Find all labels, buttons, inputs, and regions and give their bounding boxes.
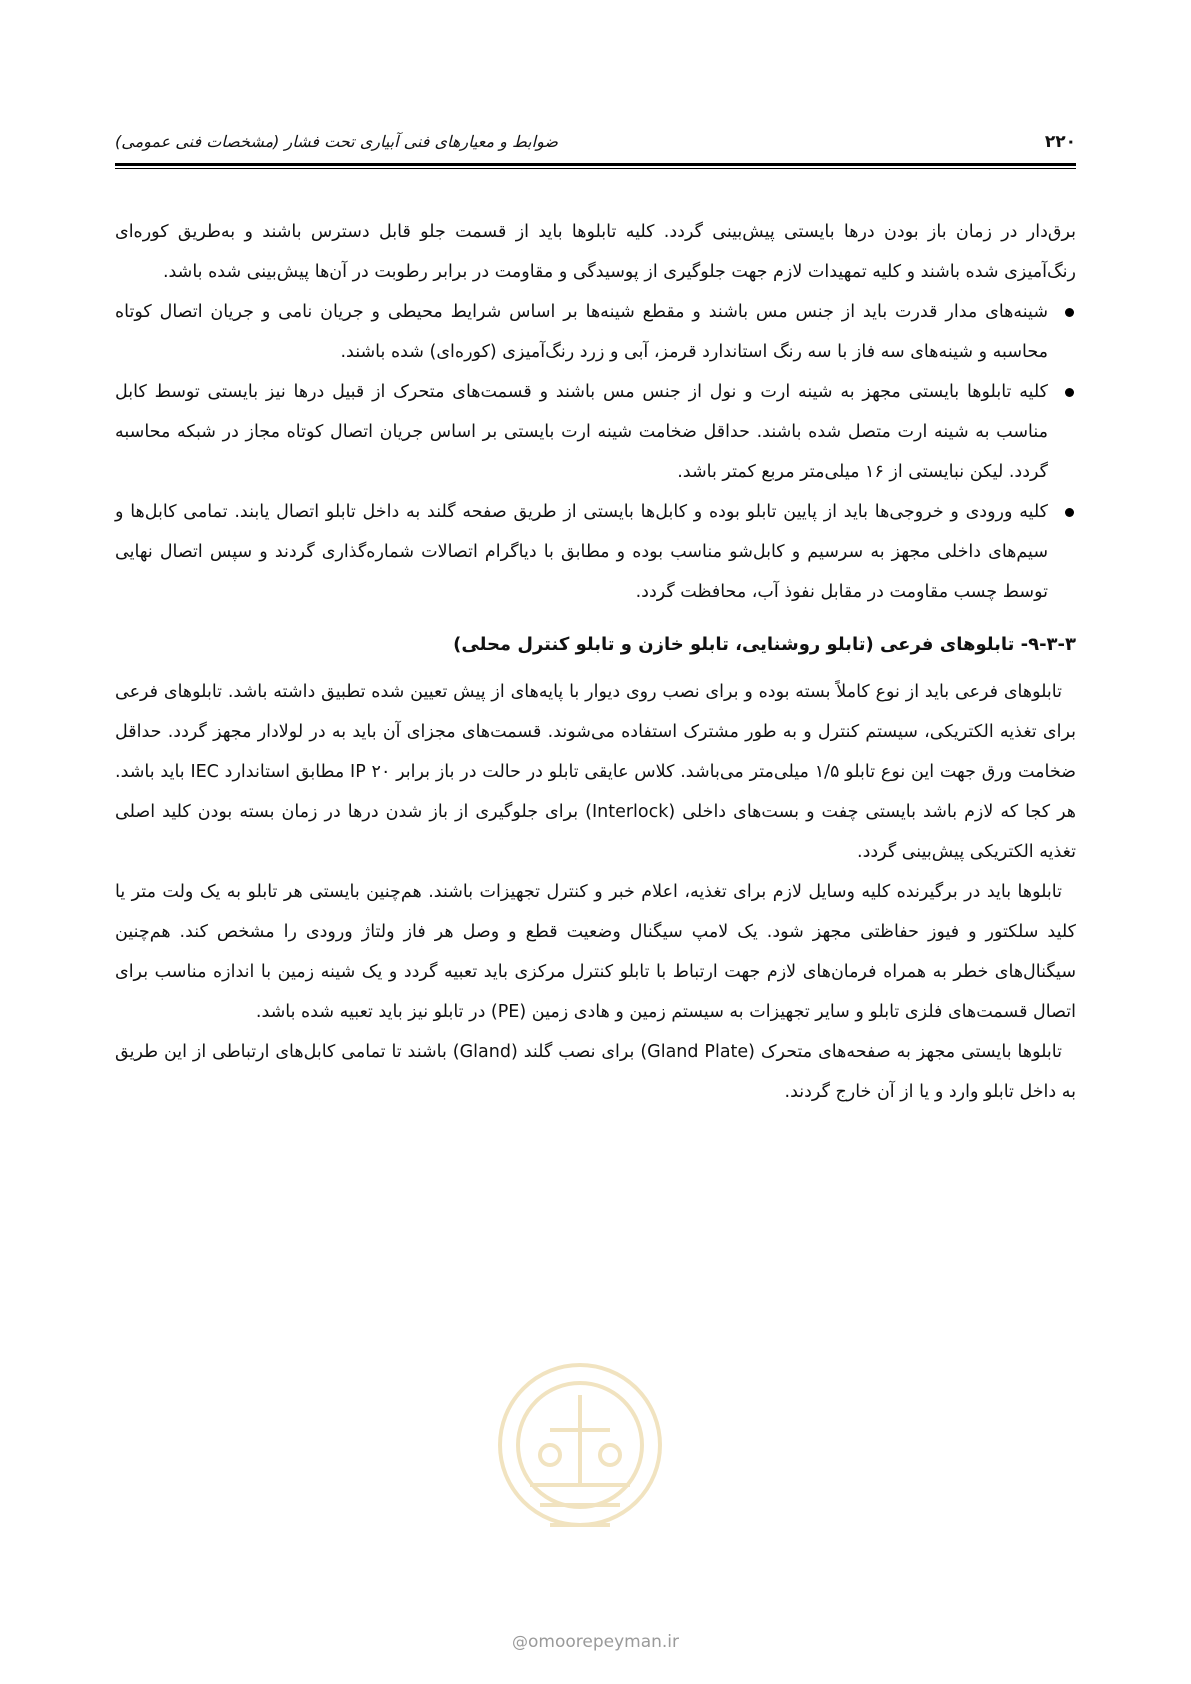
- list-item-text: شینه‌های مدار قدرت باید از جنس مس باشند و مقطع شینه‌ها بر اساس شرایط محیطی و جریان نامی و جریان اتصال کوتاه محاسبه و شینه‌های سه فاز با سه رنگ استاندارد قرمز، آبی و زرد رنگ‌آمیزی (کوره‌ای) شده باشند.: [115, 302, 1048, 362]
- bullet-icon: [1065, 308, 1074, 317]
- bullet-list: [115, 292, 1076, 612]
- bullet-icon: [1065, 508, 1074, 517]
- site-url: omoorepeyman.ir: [527, 1632, 680, 1652]
- footer-site: [0, 1632, 1191, 1652]
- list-item-text: کلیه ورودی و خروجی‌ها باید از پایین تابلو بوده و کابل‌ها بایستی از طریق صفحه گلند به داخل تابلو اتصال یابند. تمامی کابل‌ها و سیم‌های داخلی مجهز به سرسیم و کابل‌شو مناسب بوده و مطابق با دیاگرام اتصالات شماره‌گذاری گردند و سپس اتصال نهایی توسط چسب مقاومت در مقابل نفوذ آب، محافظت گردد.: [115, 502, 1048, 602]
- page-number: ۲۲۰: [1044, 132, 1076, 152]
- list-item: [115, 292, 1076, 372]
- intro-paragraph: برق‌دار در زمان باز بودن درها بایستی پیش‌بینی گردد. کلیه تابلوها باید از قسمت جلو قابل دسترس باشند و به‌طریق کوره‌ای رنگ‌آمیزی شده باشند و کلیه تمهیدات لازم جهت جلوگیری از پوسیدگی و مقاومت در برابر رطوبت در آن‌ها پیش‌بینی شده باشد.: [115, 222, 1076, 282]
- list-item-text: کلیه تابلوها بایستی مجهز به شینه ارت و نول از جنس مس باشند و قسمت‌های متحرک از قبیل درها نیز بایستی توسط کابل مناسب به شینه ارت متصل شده باشند. حداقل ضخامت شینه ارت بایستی بر اساس جریان اتصال کوتاه مجاز در شبکه محاسبه گردد. لیکن نبایستی از ۱۶ میلی‌متر مربع کمتر باشد.: [115, 382, 1048, 482]
- body-content: [115, 212, 1076, 1112]
- bullet-icon: [1065, 388, 1074, 397]
- header-rule-thin: [115, 168, 1076, 169]
- paragraph: تابلوها باید در برگیرنده کلیه وسایل لازم برای تغذیه، اعلام خبر و کنترل تجهیزات باشند. هم‌چنین بایستی هر تابلو به یک ولت متر یا کلید سلکتور و فیوز حفاظتی مجهز شود. یک لامپ سیگنال وضعیت قطع و وصل هر فاز ولتاژ ورودی را مشخص کند. هم‌چنین سیگنال‌های خطر به همراه فرمان‌های لازم جهت ارتباط با تابلو کنترل مرکزی باید تعبیه گردد و یک شینه زمین با اندازه مناسب برای اتصال قسمت‌های فلزی تابلو و سایر تجهیزات به سیستم زمین و هادی زمین (PE) در تابلو نیز باید تعبیه شده باشد.: [115, 882, 1076, 1022]
- list-item: [115, 492, 1076, 612]
- section-heading: ۹-۳-۳- تابلوهای فرعی (تابلو روشنایی، تابلو خازن و تابلو کنترل محلی): [453, 634, 1076, 655]
- paragraph: تابلوها بایستی مجهز به صفحه‌های متحرک (Gland Plate) برای نصب گلند (Gland) باشند تا تمامی کابل‌های ارتباطی از این طریق به داخل تابلو وارد و یا از آن خارج گردند.: [115, 1042, 1076, 1102]
- header-rule-thick: [115, 163, 1076, 166]
- seal-emblem-icon: [480, 1335, 680, 1575]
- running-title: ضوابط و معیارهای فنی آبیاری تحت فشار (مشخصات فنی عمومی): [115, 132, 558, 151]
- at-icon: @: [511, 1632, 528, 1651]
- page-header: [115, 128, 1076, 158]
- list-item: [115, 372, 1076, 492]
- paragraph: تابلوهای فرعی باید از نوع کاملاً بسته بوده و برای نصب روی دیوار با پایه‌های از پیش تعیین شده تطبیق داشته باشد. تابلوهای فرعی برای تغذیه الکتریکی، سیستم کنترل و به طور مشترک استفاده می‌شوند. قسمت‌های مجزای آن باید به در لولادار مجهز گردد. حداقل ضخامت ورق جهت این نوع تابلو ۱/۵ میلی‌متر می‌باشد. کلاس عایقی تابلو در حالت در باز برابر IP ۲۰ مطابق استاندارد IEC باید باشد. هر کجا که لازم باشد بایستی چفت و بست‌های داخلی (Interlock) برای جلوگیری از باز شدن درها در زمان بسته بودن کلید اصلی تغذیه الکتریکی پیش‌بینی گردد.: [115, 682, 1076, 862]
